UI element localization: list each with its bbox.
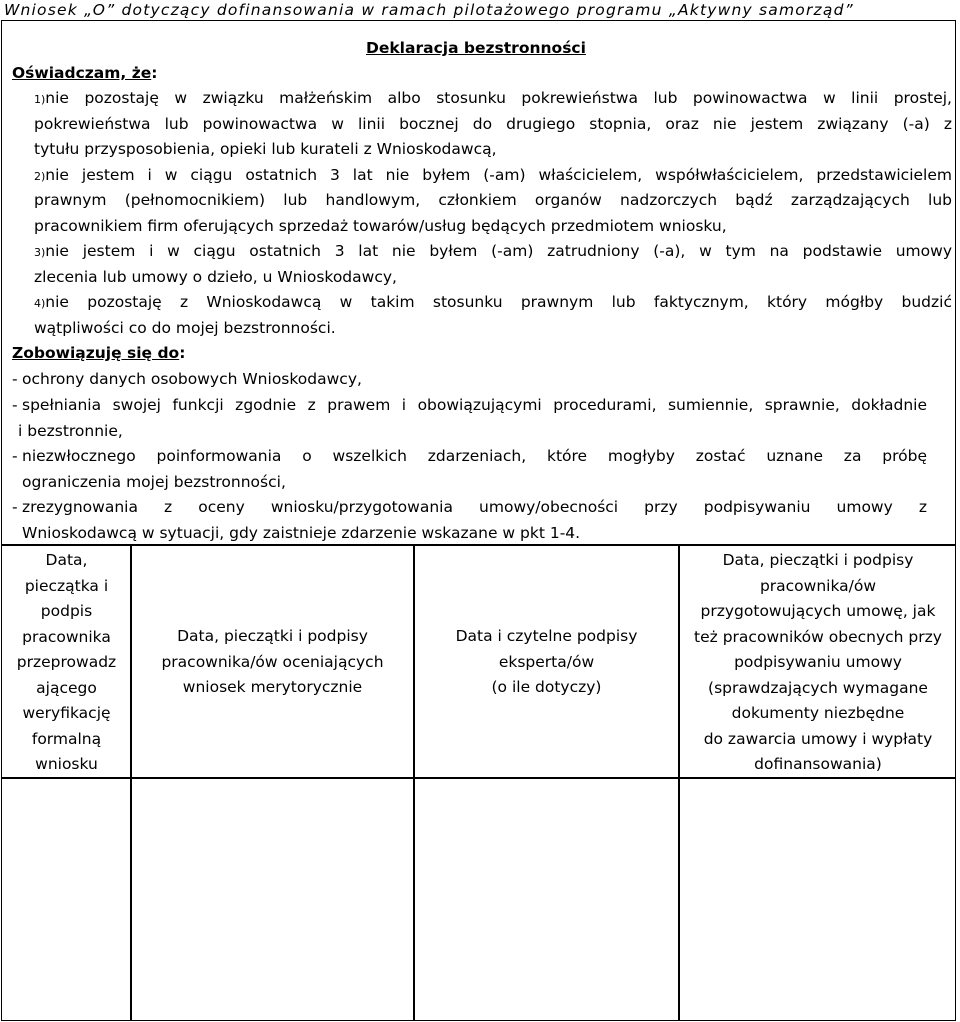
obligation-3-line-2: ograniczenia mojej bezstronności, bbox=[22, 473, 286, 491]
item-text: nie pozostaję w związku małżeńskim albo stosunku pokrewieństwa lub powinowactwa w linii prostej, bbox=[45, 89, 952, 107]
statement-item-1-line-3: tytułu przysposobienia, opieki lub kurateli z Wnioskodawcą, bbox=[34, 140, 497, 158]
signature-header-formal-verification bbox=[3, 548, 130, 778]
header-line: formalną bbox=[31, 729, 102, 748]
header-line: Data, pieczątki i podpisy bbox=[177, 627, 368, 645]
header-line: Data i czytelne podpisy bbox=[455, 627, 638, 645]
header-line: eksperta/ów bbox=[498, 652, 595, 671]
statement-item-1-line-1 bbox=[34, 88, 952, 110]
signature-field-formal-verification[interactable] bbox=[3, 779, 130, 1019]
obligation-2-line-1: spełniania swojej funkcji zgodnie z prawem i obowiązującymi procedurami, sumiennie, sprawnie, dokładnie bbox=[22, 396, 927, 414]
obligation-1-dash: - bbox=[12, 370, 18, 388]
header-line: (o ile dotyczy) bbox=[491, 678, 602, 696]
obligation-3-line-1: niezwłocznego poinformowania o wszelkich zdarzeniach, które mogłyby zostać uznane za próbę bbox=[22, 447, 927, 465]
item-text: nie jestem i w ciągu ostatnich 3 lat nie byłem (-am) właścicielem, współwłaścicielem, przedstawicielem bbox=[45, 166, 952, 184]
header-line: weryfikację bbox=[22, 704, 111, 722]
item-number: 4) bbox=[34, 297, 46, 310]
obligations-heading bbox=[12, 343, 185, 363]
obligation-1-line-1: ochrony danych osobowych Wnioskodawcy, bbox=[22, 370, 362, 388]
header-line: wniosek merytorycznie bbox=[182, 678, 363, 696]
statement-heading-colon: : bbox=[151, 64, 158, 82]
signature-header-substantive-evaluation bbox=[132, 624, 413, 701]
header-line: pracownika bbox=[22, 627, 111, 646]
signature-field-experts[interactable] bbox=[415, 779, 678, 1019]
signature-field-contract-preparation[interactable] bbox=[680, 779, 954, 1019]
signature-header-contract-preparation bbox=[680, 548, 956, 778]
item-number: 3) bbox=[34, 246, 46, 259]
header-line: pracownika/ów oceniających bbox=[161, 652, 384, 671]
obligation-4-line-1: zrezygnowania z oceny wniosku/przygotowania umowy/obecności przy podpisywaniu umowy z bbox=[22, 498, 927, 516]
statement-item-3-line-1 bbox=[34, 241, 952, 263]
signature-field-substantive-evaluation[interactable] bbox=[132, 779, 413, 1019]
obligation-4-line-2: Wnioskodawcą w sytuacji, gdy zaistnieje zdarzenie wskazane w pkt 1-4. bbox=[22, 524, 581, 542]
header-line: pieczątka i bbox=[24, 576, 109, 595]
header-line: Data, pieczątki i podpisy bbox=[722, 551, 914, 569]
header-line: dokumenty niezbędne bbox=[731, 704, 905, 722]
item-text: nie jestem i w ciągu ostatnich 3 lat nie byłem (-am) zatrudniony (-a), w tym na podstawie umowy bbox=[45, 242, 952, 260]
statement-heading-label: Oświadczam, że bbox=[12, 64, 152, 82]
document-header: Wniosek „O” dotyczący dofinansowania w ramach pilotażowego programu „Aktywny samorząd” bbox=[4, 1, 854, 19]
header-line: Data, bbox=[45, 551, 88, 569]
header-line: pracownika/ów bbox=[759, 576, 877, 595]
header-line: podpis bbox=[40, 602, 93, 620]
signature-table-top-border bbox=[1, 544, 956, 546]
obligation-3-dash: - bbox=[12, 447, 18, 465]
header-line: wniosku bbox=[35, 755, 98, 773]
header-line: też pracowników obecnych przy bbox=[694, 627, 942, 646]
item-number: 2) bbox=[34, 170, 46, 183]
declaration-title: Deklaracja bezstronności bbox=[366, 39, 586, 57]
statement-item-1-line-2: pokrewieństwa lub powinowactwa w linii bocznej do drugiego stopnia, oraz nie jestem związany (-a) z bbox=[34, 115, 952, 133]
obligation-4-dash: - bbox=[12, 498, 18, 516]
obligation-2-dash: - bbox=[12, 396, 18, 414]
obligations-heading-label: Zobowiązuję się do bbox=[12, 344, 180, 362]
item-text: nie pozostaję z Wnioskodawcą w takim stosunku prawnym lub faktycznym, który mógłby budzić bbox=[45, 293, 952, 311]
statement-item-3-line-2: zlecenia lub umowy o dzieło, u Wnioskodawcy, bbox=[34, 268, 397, 286]
obligation-2-line-2: i bezstronnie, bbox=[18, 422, 123, 440]
statement-item-2-line-2: prawnym (pełnomocnikiem) lub handlowym, członkiem organów nadzorczych bądź zarządzających lub bbox=[34, 191, 952, 209]
item-number: 1) bbox=[34, 93, 46, 106]
header-line: przygotowujących umowę, jak bbox=[700, 602, 936, 620]
header-line: dofinansowania) bbox=[754, 755, 882, 773]
statement-heading bbox=[12, 63, 157, 83]
header-line: (sprawdzających wymagane bbox=[708, 678, 928, 697]
header-line: do zawarcia umowy i wypłaty bbox=[703, 729, 933, 748]
obligations-heading-colon: : bbox=[179, 344, 186, 362]
statement-item-4-line-1 bbox=[34, 292, 952, 314]
statement-item-4-line-2: wątpliwości co do mojej bezstronności. bbox=[34, 319, 336, 337]
statement-item-2-line-3: pracownikiem firm oferujących sprzedaż towarów/usług będących przedmiotem wniosku, bbox=[34, 217, 727, 235]
header-line: ającego bbox=[36, 678, 97, 697]
statement-item-2-line-1 bbox=[34, 165, 952, 187]
header-line: podpisywaniu umowy bbox=[734, 653, 902, 671]
signature-header-experts bbox=[415, 624, 678, 701]
header-line: przeprowadz bbox=[16, 653, 117, 671]
